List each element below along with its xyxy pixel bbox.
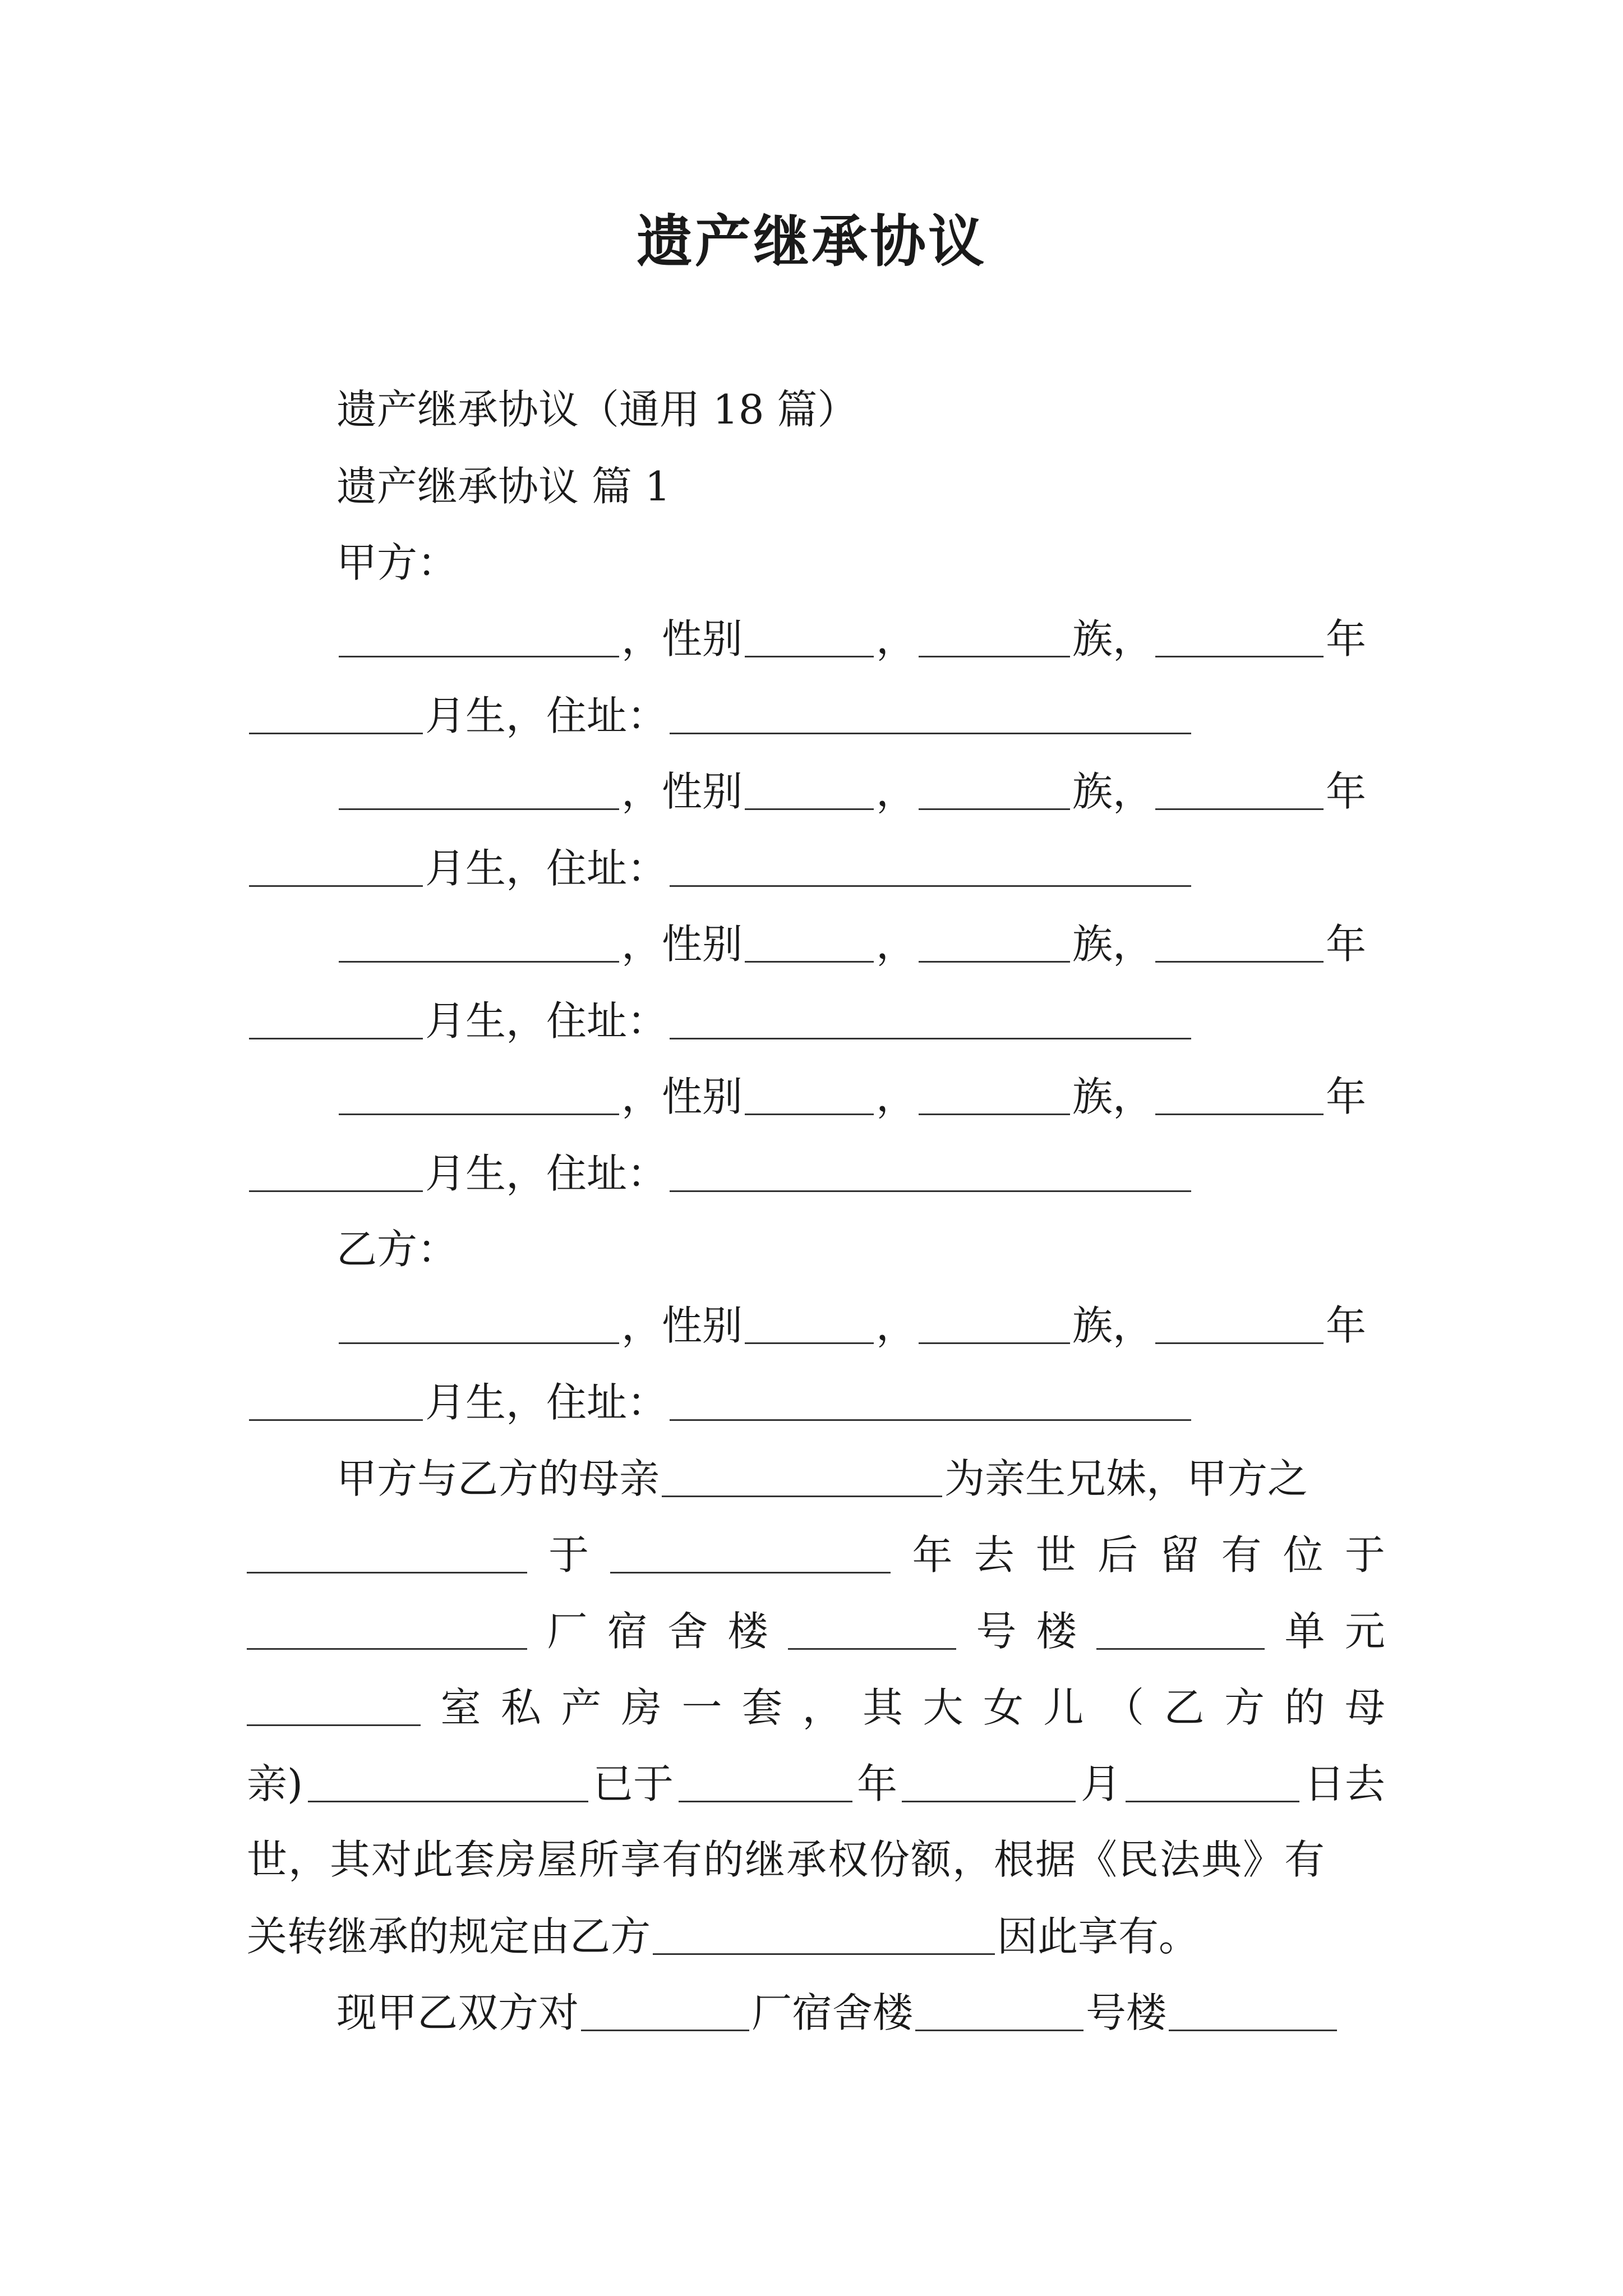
text: 一 — [681, 1684, 722, 1731]
text: 已于 — [593, 1760, 674, 1807]
text: 于 — [1344, 1531, 1385, 1579]
year-blank[interactable] — [679, 1757, 852, 1802]
factory-blank[interactable] — [581, 1986, 749, 2031]
month-born-address-label: 月生，住址： — [425, 1379, 668, 1426]
factory-blank[interactable] — [247, 1604, 527, 1650]
gender-label: ，性别 — [621, 615, 743, 662]
address-blank[interactable] — [670, 1375, 1191, 1421]
text: 厂 — [547, 1608, 588, 1655]
text: 乙 — [1164, 1684, 1205, 1731]
comma: ， — [876, 921, 917, 968]
ethnicity-label: 族， — [1072, 1073, 1154, 1120]
comma: ， — [876, 1302, 917, 1349]
comma: ， — [876, 768, 917, 815]
paragraph-line — [247, 1600, 1385, 1662]
person-row — [336, 913, 1366, 974]
text: 儿 — [1043, 1684, 1084, 1731]
month-born-address-label: 月生，住址： — [425, 1150, 668, 1197]
text: 位 — [1283, 1531, 1324, 1579]
ethnicity-blank[interactable] — [919, 765, 1070, 810]
text: 年 — [912, 1531, 953, 1579]
text: 留 — [1159, 1531, 1200, 1579]
text: 关转继承的规定由乙方 — [247, 1913, 651, 1960]
name-blank[interactable] — [653, 1910, 995, 1955]
year-blank[interactable] — [1155, 917, 1324, 963]
paragraph-line — [247, 1905, 1199, 1967]
ethnicity-blank[interactable] — [919, 917, 1070, 963]
text: 室 — [440, 1684, 481, 1731]
name-blank[interactable] — [339, 1070, 619, 1115]
year-blank[interactable] — [1155, 1299, 1324, 1344]
month-born-address-label: 月生，住址： — [425, 997, 668, 1045]
gender-blank[interactable] — [745, 1299, 874, 1344]
ethnicity-blank[interactable] — [919, 1070, 1070, 1115]
room-blank[interactable] — [247, 1681, 421, 1726]
text: 大 — [923, 1684, 963, 1731]
person-row — [336, 1065, 1366, 1127]
name-blank[interactable] — [339, 612, 619, 657]
text: 厂宿舍楼 — [751, 1989, 914, 2036]
month-born-address-label: 月生，住址： — [425, 845, 668, 892]
building-blank[interactable] — [915, 1986, 1083, 2031]
name-blank[interactable] — [339, 917, 619, 963]
ethnicity-label: 族， — [1072, 768, 1154, 815]
text: 女 — [983, 1684, 1023, 1731]
paragraph-line — [247, 1524, 1385, 1585]
month-blank[interactable] — [249, 689, 423, 734]
year-blank[interactable] — [1155, 1070, 1324, 1115]
month-blank[interactable] — [249, 841, 423, 887]
year-blank[interactable] — [1155, 612, 1324, 657]
mother-name-blank[interactable] — [662, 1452, 942, 1497]
text: 私 — [500, 1684, 541, 1731]
paragraph-line — [336, 1447, 1308, 1509]
gender-blank[interactable] — [745, 612, 874, 657]
text: 因此享有。 — [997, 1913, 1200, 1960]
party-a-label: 甲方： — [336, 539, 458, 586]
text: 元 — [1344, 1608, 1385, 1655]
unit-blank[interactable] — [1169, 1986, 1337, 2031]
address-blank[interactable] — [670, 689, 1191, 734]
paragraph-line — [247, 1752, 1385, 1814]
text: 甲方与乙方的母亲 — [336, 1455, 660, 1502]
building-blank[interactable] — [788, 1604, 956, 1650]
gender-label: ，性别 — [621, 1073, 743, 1120]
year-label: 年 — [1326, 1302, 1367, 1349]
year-blank[interactable] — [610, 1528, 891, 1573]
text: 号 — [976, 1608, 1017, 1655]
ethnicity-label: 族， — [1072, 1302, 1154, 1349]
gender-blank[interactable] — [745, 917, 874, 963]
year-label: 年 — [1326, 615, 1367, 662]
text: 单 — [1284, 1608, 1325, 1655]
birth-address-row — [247, 684, 1193, 746]
birth-address-row — [247, 1371, 1193, 1433]
text: 楼 — [727, 1608, 768, 1655]
text: （ — [1103, 1684, 1144, 1731]
month-blank[interactable] — [249, 1375, 423, 1421]
year-blank[interactable] — [1155, 765, 1324, 810]
text: ， — [802, 1684, 843, 1731]
document-title: 遗产继承协议 — [637, 208, 986, 274]
text: 为亲生兄妹，甲方之 — [944, 1455, 1308, 1502]
month-blank[interactable] — [249, 1147, 423, 1192]
paragraph-line — [247, 1676, 1385, 1738]
text: 的 — [1284, 1684, 1325, 1731]
name-blank[interactable] — [339, 1299, 619, 1344]
unit-blank[interactable] — [1096, 1604, 1265, 1650]
text: 后 — [1098, 1531, 1138, 1579]
year-label: 年 — [1326, 1073, 1367, 1120]
ethnicity-label: 族， — [1072, 921, 1154, 968]
ethnicity-label: 族， — [1072, 615, 1154, 662]
name-blank[interactable] — [247, 1528, 527, 1573]
name-blank[interactable] — [308, 1757, 588, 1802]
text: 房 — [621, 1684, 662, 1731]
text: 号楼 — [1086, 1989, 1167, 2036]
gender-blank[interactable] — [745, 1070, 874, 1115]
gender-blank[interactable] — [745, 765, 874, 810]
gender-label: ，性别 — [621, 768, 743, 815]
subtitle: 遗产继承协议（通用 18 篇） — [336, 386, 858, 433]
birth-address-row — [247, 1142, 1193, 1204]
paragraph-line: 世，其对此套房屋所享有的继承权份额，根据《民法典》有 — [247, 1836, 1326, 1883]
text: 世 — [1035, 1531, 1076, 1579]
text: 年 — [856, 1760, 897, 1807]
birth-address-row — [247, 990, 1193, 1051]
ethnicity-blank[interactable] — [919, 612, 1070, 657]
text: 其 — [862, 1684, 903, 1731]
month-blank[interactable] — [902, 1757, 1076, 1802]
text: 日去 — [1304, 1760, 1385, 1807]
text: 宿 — [607, 1608, 648, 1655]
text: 楼 — [1036, 1608, 1077, 1655]
comma: ， — [876, 1073, 917, 1120]
text: 方 — [1224, 1684, 1265, 1731]
text: 舍 — [667, 1608, 708, 1655]
month-born-address-label: 月生，住址： — [425, 692, 668, 739]
address-blank[interactable] — [670, 1147, 1191, 1192]
text: 去 — [974, 1531, 1015, 1579]
party-b-label: 乙方： — [336, 1226, 458, 1273]
text: 亲) — [247, 1760, 303, 1807]
address-blank[interactable] — [670, 841, 1191, 887]
section-heading: 遗产继承协议 篇 1 — [336, 463, 671, 510]
text: 月 — [1080, 1760, 1121, 1807]
text: 母 — [1344, 1684, 1385, 1731]
year-label: 年 — [1326, 921, 1367, 968]
gender-label: ，性别 — [621, 921, 743, 968]
person-row — [336, 1294, 1366, 1356]
name-blank[interactable] — [339, 765, 619, 810]
ethnicity-blank[interactable] — [919, 1299, 1070, 1344]
person-row — [336, 608, 1366, 669]
birth-address-row — [247, 837, 1193, 899]
text: 有 — [1221, 1531, 1262, 1579]
year-label: 年 — [1326, 768, 1367, 815]
day-blank[interactable] — [1126, 1757, 1299, 1802]
text: 现甲乙双方对 — [336, 1989, 579, 2036]
text: 产 — [561, 1684, 602, 1731]
person-row — [336, 760, 1366, 822]
month-blank[interactable] — [249, 994, 423, 1039]
gender-label: ，性别 — [621, 1302, 743, 1349]
address-blank[interactable] — [670, 994, 1191, 1039]
text: 套 — [741, 1684, 782, 1731]
paragraph-line — [336, 1981, 1339, 2043]
text: 于 — [548, 1531, 589, 1579]
comma: ， — [876, 615, 917, 662]
